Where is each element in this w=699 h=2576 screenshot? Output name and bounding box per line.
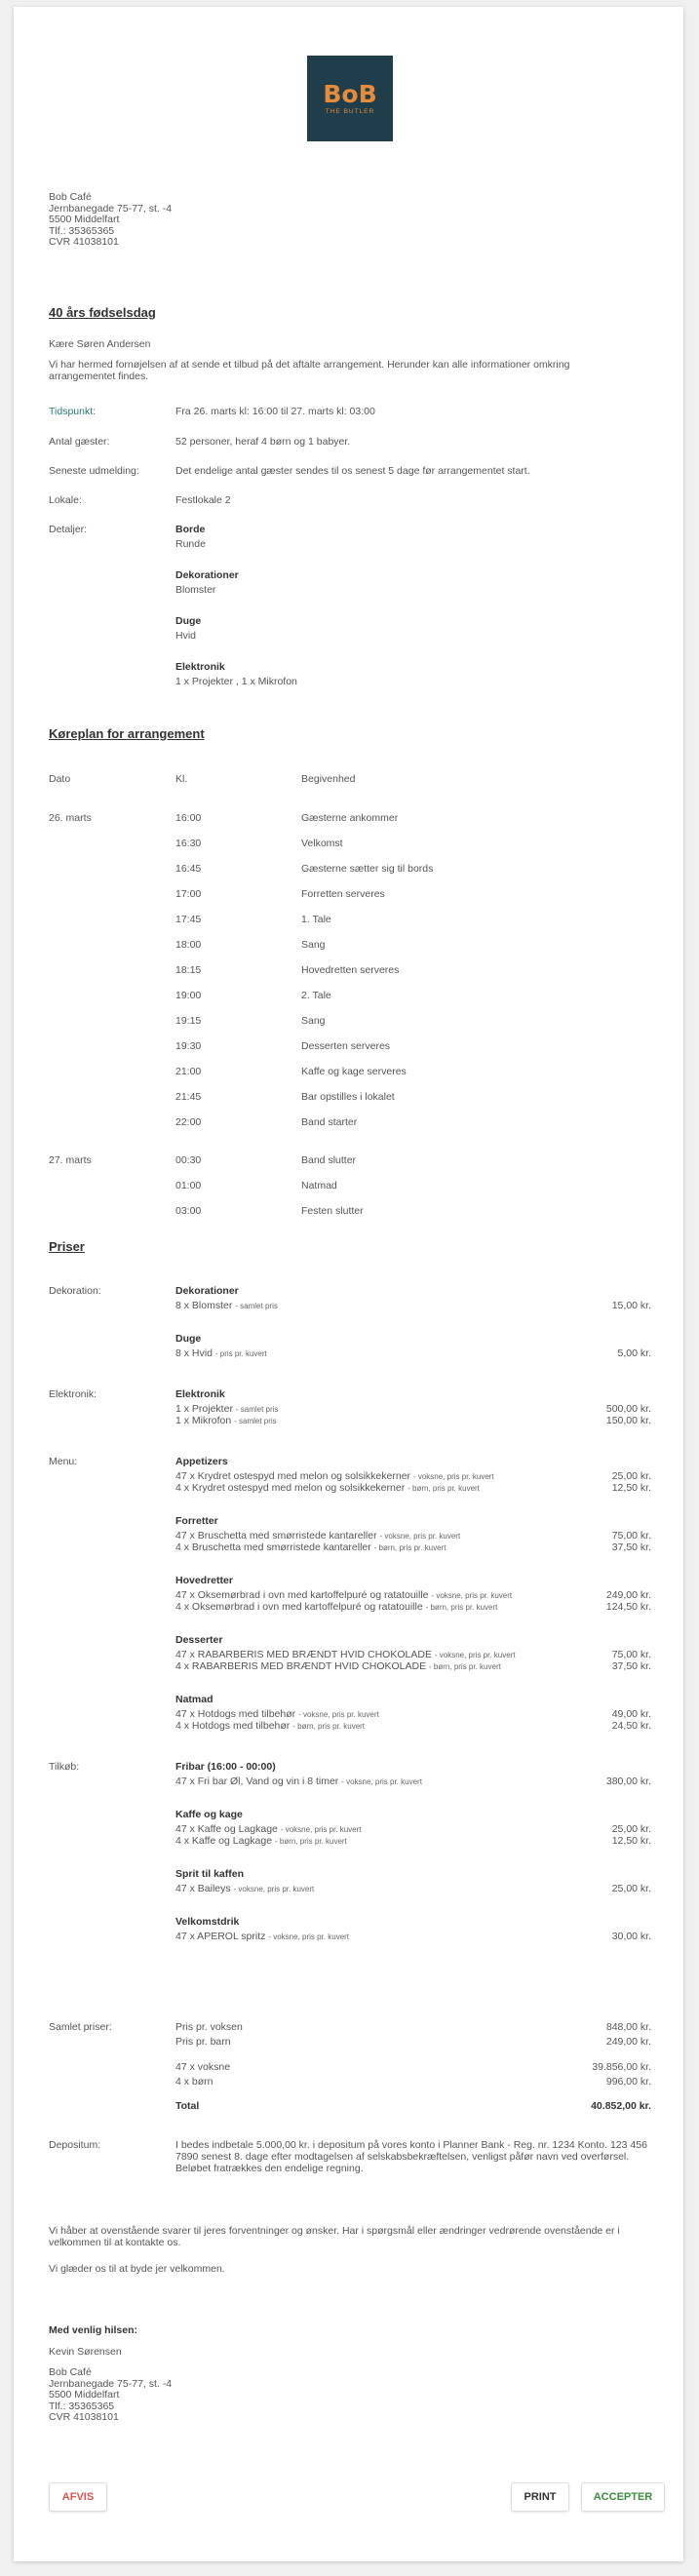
- price-note: - børn, pris pr. kuvert: [425, 1603, 498, 1612]
- price-item: 4 x RABARBERIS MED BRÆNDT HVID CHOKOLADE: [175, 1660, 430, 1672]
- price-line: [175, 1530, 460, 1542]
- price-group-title: Appetizers: [175, 1456, 228, 1467]
- price-amount: 12,50 kr.: [611, 1835, 651, 1847]
- price-amount: 30,00 kr.: [611, 1931, 651, 1942]
- schedule-time: 17:00: [175, 888, 202, 900]
- price-item: 4 x Oksemørbrad i ovn med kartoffelpuré og ratatouille: [175, 1601, 426, 1613]
- price-amount: 24,50 kr.: [611, 1720, 651, 1732]
- price-line: [175, 1403, 278, 1415]
- accept-button[interactable]: ACCEPTER: [581, 2482, 665, 2512]
- price-amount: 124,50 kr.: [605, 1601, 651, 1613]
- price-item: 4 x Krydret ostespyd med melon og solsikkekerner: [175, 1482, 408, 1494]
- detail-group-title: Dekorationer: [175, 569, 239, 581]
- price-item: 47 x Baileys: [175, 1883, 234, 1894]
- schedule-time: 19:30: [175, 1040, 202, 1052]
- price-item: 8 x Blomster: [175, 1300, 236, 1311]
- detail-value: Festlokale 2: [175, 494, 231, 506]
- footer-name: Bob Café: [49, 2366, 92, 2378]
- detail-group-title: Duge: [175, 615, 202, 627]
- price-note: - voksne, pris pr. kuvert: [233, 1885, 315, 1893]
- price-group-title: Natmad: [175, 1694, 214, 1705]
- schedule-event: Band slutter: [301, 1154, 357, 1166]
- detail-label: Lokale:: [49, 494, 82, 506]
- price-amount: 37,50 kr.: [611, 1542, 651, 1553]
- closing-text: Vi håber at ovenstående svarer til jeres forventninger og ønsker. Har i spørgsmål eller ændringer vedrørende ovenstående er i velkommen til at kontakte os.: [49, 2225, 620, 2248]
- schedule-time: 19:00: [175, 990, 202, 1001]
- price-group-title: Duge: [175, 1333, 202, 1345]
- price-group-title: Velkomstdrik: [175, 1916, 240, 1928]
- price-item: 47 x Kaffe og Lagkage: [175, 1823, 281, 1835]
- price-note: - voksne, pris pr. kuvert: [412, 1472, 494, 1481]
- price-note: - voksne, pris pr. kuvert: [434, 1651, 516, 1659]
- detail-group-value: Blomster: [175, 584, 216, 596]
- schedule-time: 18:00: [175, 939, 202, 951]
- footer-cvr: CVR 41038101: [49, 2411, 119, 2423]
- total-line-label: Pris pr. barn: [175, 2036, 231, 2048]
- price-note: - samlet pris: [235, 1405, 279, 1414]
- price-item: 1 x Projekter: [175, 1403, 236, 1415]
- schedule-title: Køreplan for arrangement: [49, 726, 205, 741]
- price-amount: 150,00 kr.: [605, 1415, 651, 1426]
- price-item: 1 x Mikrofon: [175, 1415, 235, 1426]
- price-section-label: Menu:: [49, 1456, 78, 1467]
- price-amount: 12,50 kr.: [611, 1482, 651, 1494]
- price-amount: 500,00 kr.: [605, 1403, 651, 1415]
- price-amount: 15,00 kr.: [611, 1300, 651, 1311]
- price-note: - børn, pris pr. kuvert: [408, 1484, 480, 1493]
- deposit-label: Depositum:: [49, 2139, 101, 2151]
- price-amount: 49,00 kr.: [611, 1708, 651, 1720]
- price-note: - børn, pris pr. kuvert: [274, 1837, 347, 1846]
- total-line-amount: 249,00 kr.: [605, 2036, 651, 2048]
- price-note: - voksne, pris pr. kuvert: [298, 1710, 379, 1719]
- price-item: 47 x Oksemørbrad i ovn med kartoffelpuré og ratatouille: [175, 1589, 432, 1601]
- price-line: [175, 1883, 314, 1894]
- total-line-amount: 848,00 kr.: [605, 2021, 651, 2033]
- price-amount: 25,00 kr.: [611, 1883, 651, 1894]
- price-item: 47 x Fri bar Øl, Vand og vin i 8 timer: [175, 1776, 342, 1787]
- price-item: 47 x Bruschetta med smørristede kantareller: [175, 1530, 380, 1542]
- price-note: - voksne, pris pr. kuvert: [431, 1591, 513, 1600]
- logo-word: BoB: [323, 80, 377, 108]
- price-note: - børn, pris pr. kuvert: [292, 1722, 366, 1731]
- schedule-time: 19:15: [175, 1015, 202, 1027]
- footer-address: [49, 2367, 172, 2424]
- prices-title: Priser: [49, 1239, 85, 1254]
- schedule-time: 03:00: [175, 1205, 202, 1217]
- schedule-time: 18:15: [175, 964, 202, 976]
- price-item: 47 x Hotdogs med tilbehør: [175, 1708, 299, 1720]
- price-note: - voksne, pris pr. kuvert: [341, 1777, 422, 1786]
- price-amount: 25,00 kr.: [611, 1823, 651, 1835]
- price-line: [175, 1415, 277, 1426]
- footer-phone: Tlf.: 35365365: [49, 2400, 115, 2412]
- schedule-event: Gæsterne sætter sig til bords: [301, 863, 434, 875]
- schedule-event: Band starter: [301, 1116, 358, 1128]
- schedule-time: 21:45: [175, 1091, 202, 1103]
- schedule-event: Kaffe og kage serveres: [301, 1066, 407, 1077]
- detail-value: Fra 26. marts kl: 16:00 til 27. marts kl: 03:00: [175, 406, 375, 417]
- detail-label: Seneste udmelding:: [49, 465, 139, 477]
- price-line: [175, 1776, 422, 1787]
- schedule-time: 00:30: [175, 1154, 202, 1166]
- detail-group-title: Borde: [175, 524, 206, 535]
- footer-city: 5500 Middelfart: [49, 2389, 120, 2400]
- detail-label: Tidspunkt:: [49, 406, 97, 417]
- price-amount: 75,00 kr.: [611, 1649, 651, 1660]
- sender-name: Bob Café: [49, 191, 92, 203]
- greeting: Kære Søren Andersen: [49, 338, 151, 350]
- price-item: 47 x Krydret ostespyd med melon og solsikkekerner: [175, 1470, 413, 1482]
- print-button[interactable]: PRINT: [511, 2482, 569, 2512]
- detail-group-value: Runde: [175, 538, 206, 550]
- schedule-event: Desserten serveres: [301, 1040, 391, 1052]
- total-line-amount: 996,00 kr.: [605, 2076, 651, 2088]
- schedule-header-date: Dato: [49, 773, 71, 785]
- closing-welcome: Vi glæder os til at byde jer velkommen.: [49, 2263, 225, 2275]
- schedule-time: 16:45: [175, 863, 202, 875]
- schedule-date: 26. marts: [49, 812, 92, 824]
- schedule-time: 22:00: [175, 1116, 202, 1128]
- price-amount: 37,50 kr.: [611, 1660, 651, 1672]
- price-line: [175, 1708, 379, 1720]
- price-line: [175, 1931, 349, 1942]
- totals-label: Samlet priser:: [49, 2021, 112, 2033]
- schedule-time: 16:30: [175, 838, 202, 849]
- schedule-event: Natmad: [301, 1180, 337, 1191]
- schedule-event: Forretten serveres: [301, 888, 385, 900]
- price-group-title: Forretter: [175, 1515, 218, 1527]
- total-line-label: 4 x børn: [175, 2076, 214, 2088]
- price-line: [175, 1660, 501, 1672]
- price-amount: 5,00 kr.: [617, 1347, 651, 1359]
- schedule-time: 16:00: [175, 812, 202, 824]
- price-amount: 25,00 kr.: [611, 1470, 651, 1482]
- price-note: - børn, pris pr. kuvert: [373, 1543, 447, 1552]
- total-line-amount: 39.856,00 kr.: [592, 2061, 651, 2073]
- price-group-title: Kaffe og kage: [175, 1809, 243, 1820]
- sender-address: [49, 192, 172, 249]
- price-item: 4 x Hotdogs med tilbehør: [175, 1720, 293, 1732]
- sender-cvr: CVR 41038101: [49, 236, 119, 248]
- price-note: - samlet pris: [234, 1417, 277, 1425]
- detail-value: 52 personer, heraf 4 børn og 1 babyer.: [175, 436, 351, 448]
- schedule-event: 2. Tale: [301, 990, 331, 1001]
- grand-total-amount: 40.852,00 kr.: [591, 2100, 651, 2112]
- detail-group-title: Elektronik: [175, 661, 225, 673]
- price-line: [175, 1589, 512, 1601]
- schedule-event: Hovedretten serveres: [301, 964, 400, 976]
- price-note: - børn, pris pr. kuvert: [429, 1662, 501, 1671]
- schedule-event: Festen slutter: [301, 1205, 364, 1217]
- detail-value: Det endelige antal gæster sendes til os senest 5 dage før arrangementet start.: [175, 465, 530, 477]
- company-logo: [307, 56, 393, 141]
- sender-city: 5500 Middelfart: [49, 214, 120, 225]
- price-line: [175, 1542, 446, 1553]
- price-line: [175, 1601, 497, 1613]
- regards: Med venlig hilsen:: [49, 2324, 138, 2336]
- price-amount: 380,00 kr.: [605, 1776, 651, 1787]
- price-item: 47 x RABARBERIS MED BRÆNDT HVID CHOKOLADE: [175, 1649, 435, 1660]
- price-amount: 75,00 kr.: [611, 1530, 651, 1542]
- price-group-title: Fribar (16:00 - 00:00): [175, 1761, 276, 1773]
- price-group-title: Desserter: [175, 1634, 223, 1646]
- offer-card: [14, 7, 683, 2561]
- schedule-event: Sang: [301, 1015, 326, 1027]
- sender-street: Jernbanegade 75-77, st. -4: [49, 202, 173, 215]
- deposit-text: I bedes indbetale 5.000,00 kr. i depositum på vores konto i Planner Bank - Reg. nr. 1234 Konto. 123 456 7890 senest 8. dage efter modtagelsen af selskabsbekræftelsen, venligst påfør navn ved overførsel. Beløbet fratrækkes den endelige regning.: [175, 2139, 647, 2174]
- schedule-header-time: Kl.: [175, 773, 188, 785]
- schedule-time: 21:00: [175, 1066, 202, 1077]
- price-line: [175, 1720, 365, 1732]
- detail-group-value: 1 x Projekter , 1 x Mikrofon: [175, 676, 297, 687]
- intro-text: Vi har hermed fornøjelsen af at sende et tilbud på det aftalte arrangement. Herunder kan alle informationer omkring arrangementet findes.: [49, 359, 570, 382]
- price-item: 4 x Kaffe og Lagkage: [175, 1835, 275, 1847]
- logo-subtitle: THE BUTLER: [325, 108, 375, 115]
- total-line-label: 47 x voksne: [175, 2061, 231, 2073]
- detail-label: Detaljer:: [49, 524, 88, 535]
- price-item: 4 x Bruschetta med smørristede kantareller: [175, 1542, 374, 1553]
- schedule-header-event: Begivenhed: [301, 773, 356, 785]
- price-note: - pris pr. kuvert: [214, 1349, 267, 1358]
- price-group-title: Sprit til kaffen: [175, 1868, 245, 1880]
- price-line: [175, 1470, 494, 1482]
- event-title: 40 års fødselsdag: [49, 305, 156, 320]
- price-group-title: Hovedretter: [175, 1575, 233, 1586]
- detail-group-value: Hvid: [175, 630, 197, 642]
- schedule-time: 17:45: [175, 914, 202, 925]
- price-section-label: Elektronik:: [49, 1388, 97, 1400]
- signer-name: Kevin Sørensen: [49, 2346, 122, 2358]
- price-line: [175, 1649, 516, 1660]
- detail-label: Antal gæster:: [49, 436, 110, 448]
- schedule-event: Sang: [301, 939, 326, 951]
- price-note: - samlet pris: [235, 1302, 278, 1310]
- schedule-date: 27. marts: [49, 1154, 92, 1166]
- price-item: 47 x APEROL spritz: [175, 1931, 269, 1942]
- sender-phone: Tlf.: 35365365: [49, 224, 115, 237]
- price-line: [175, 1347, 267, 1359]
- price-group-title: Dekorationer: [175, 1285, 239, 1297]
- price-group-title: Elektronik: [175, 1388, 225, 1400]
- price-line: [175, 1482, 480, 1494]
- price-item: 8 x Hvid: [175, 1347, 215, 1359]
- price-section-label: Dekoration:: [49, 1285, 101, 1297]
- total-line-label: Pris pr. voksen: [175, 2021, 243, 2033]
- schedule-time: 01:00: [175, 1180, 202, 1191]
- price-note: - voksne, pris pr. kuvert: [379, 1532, 461, 1541]
- schedule-event: 1. Tale: [301, 914, 331, 925]
- price-line: [175, 1823, 362, 1835]
- price-note: - voksne, pris pr. kuvert: [280, 1825, 362, 1834]
- grand-total-label: Total: [175, 2100, 200, 2112]
- reject-button[interactable]: AFVIS: [49, 2482, 107, 2512]
- schedule-event: Gæsterne ankommer: [301, 812, 399, 824]
- price-note: - voksne, pris pr. kuvert: [268, 1932, 350, 1941]
- price-line: [175, 1835, 347, 1847]
- footer-street: Jernbanegade 75-77, st. -4: [49, 2377, 173, 2390]
- price-line: [175, 1300, 278, 1311]
- price-section-label: Tilkøb:: [49, 1761, 80, 1773]
- price-amount: 249,00 kr.: [605, 1589, 651, 1601]
- schedule-event: Velkomst: [301, 838, 343, 849]
- schedule-event: Bar opstilles i lokalet: [301, 1091, 395, 1103]
